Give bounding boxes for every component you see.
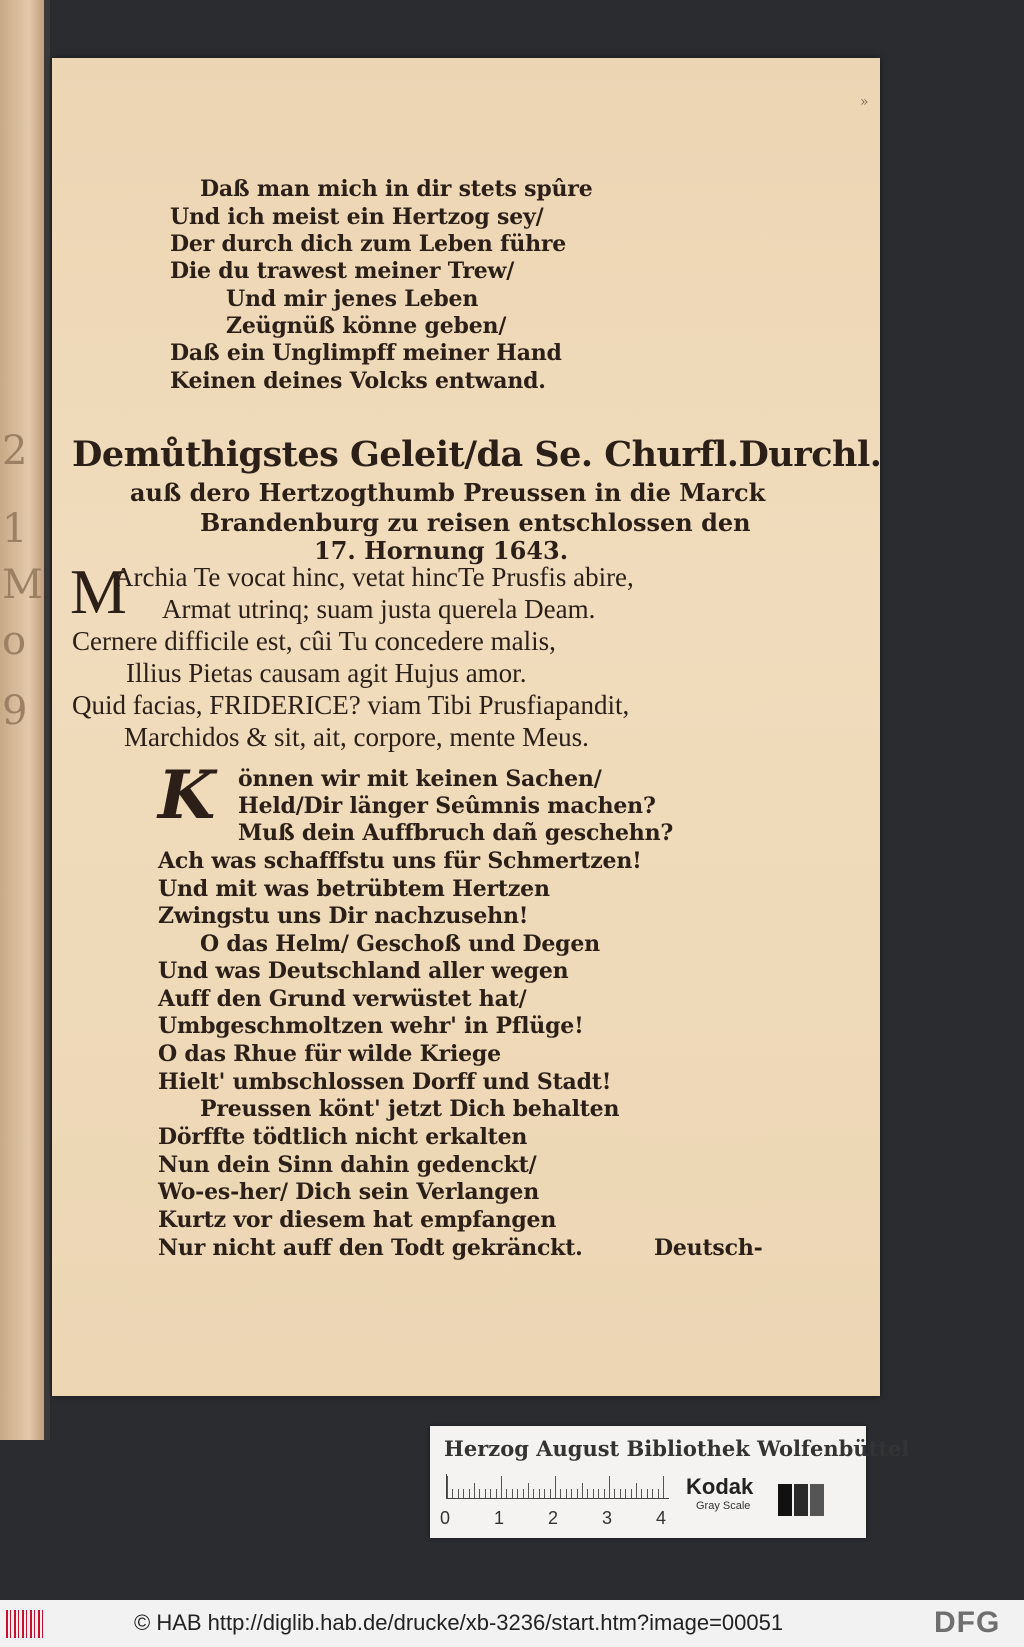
dropcap-m: M <box>70 556 127 627</box>
footer-copyright-link[interactable]: © HAB http://diglib.hab.de/drucke/xb-3236/start.htm?image=00051 <box>134 1610 784 1635</box>
latin-line: Archia Te vocat hinc, vetat hincTe Prusfis abire, <box>114 562 634 592</box>
verse-line: Keinen deines Volcks entwand. <box>170 368 546 394</box>
ruler-tick <box>658 1489 659 1498</box>
gray-patch <box>794 1484 808 1516</box>
latin-line: Armat utrinq; suam justa querela Deam. <box>162 594 596 624</box>
dfg-logo: DFG <box>934 1606 1001 1639</box>
ruler-tick <box>571 1489 572 1498</box>
footer-bar <box>0 1600 1024 1647</box>
ruler-tick <box>485 1489 486 1498</box>
left-glyph: 1 <box>2 506 28 552</box>
verse-line: Muß dein Auffbruch dañ geschehn? <box>238 820 674 846</box>
kodak-subtitle: Gray Scale <box>696 1500 751 1512</box>
ruler-tick <box>501 1476 502 1498</box>
verse-line: Kurtz vor diesem hat empfangen <box>158 1207 557 1233</box>
ruler-tick <box>641 1489 642 1498</box>
latin-line: Quid facias, FRIDERICE? viam Tibi Prusfiapandit, <box>72 690 630 720</box>
ruler-tick <box>631 1489 632 1498</box>
ruler-tick <box>614 1489 615 1498</box>
ruler-tick <box>512 1489 513 1498</box>
ruler-tick <box>469 1489 470 1498</box>
ruler-numbers <box>440 1508 690 1530</box>
ruler-tick <box>523 1489 524 1498</box>
latin-line: Cernere difficile est, cûi Tu concedere malis, <box>72 626 556 656</box>
card-title: Herzog August Bibliothek Wolfenbüttel <box>444 1436 910 1461</box>
heading-line-1: Demůthigstes Geleit/da Se. Churfl.Durchl. <box>72 434 882 475</box>
ruler-tick <box>544 1489 545 1498</box>
ruler-tick <box>587 1489 588 1498</box>
heading-line-3: Brandenburg zu reisen entschlossen den <box>200 508 751 537</box>
ruler-number: 4 <box>656 1508 667 1528</box>
verse-line: O das Helm/ Geschoß und Degen <box>200 931 600 957</box>
ruler-tick <box>506 1489 507 1498</box>
verse-line: Und was Deutschland aller wegen <box>158 958 569 984</box>
ruler-tick <box>647 1489 648 1498</box>
dropcap-k: K <box>158 756 216 834</box>
ruler-tick <box>636 1483 637 1498</box>
left-page-fragment <box>0 0 48 1440</box>
verse-line: Die du trawest meiner Trew/ <box>170 258 515 284</box>
verse-line: Daß ein Unglimpff meiner Hand <box>170 340 562 366</box>
verse-line: Wo-es-her/ Dich sein Verlangen <box>158 1179 540 1205</box>
verse-line: Umbgeschmoltzen wehr' in Pflüge! <box>158 1013 584 1039</box>
verse-line: Und mit was betrübtem Hertzen <box>158 876 550 902</box>
hab-logo-icon <box>6 1610 46 1638</box>
heading-date: 17. Hornung 1643. <box>314 536 569 565</box>
ruler-tick <box>533 1489 534 1498</box>
verse-line: Der durch dich zum Leben führe <box>170 231 567 257</box>
ruler-tick <box>539 1489 540 1498</box>
verse-line: Daß man mich in dir stets spûre <box>200 176 593 202</box>
ruler-tick <box>458 1489 459 1498</box>
kodak-logo: Kodak <box>686 1474 754 1499</box>
ruler-tick <box>560 1489 561 1498</box>
ruler-tick <box>609 1476 610 1498</box>
ruler-scale <box>446 1474 669 1499</box>
ruler-tick <box>598 1489 599 1498</box>
verse-line: Held/Dir länger Seûmnis machen? <box>238 793 656 819</box>
ruler-tick <box>550 1489 551 1498</box>
verse-line: O das Rhue für wilde Kriege <box>158 1041 501 1067</box>
ruler-tick <box>555 1476 556 1498</box>
ruler-tick <box>593 1489 594 1498</box>
corner-mark: » <box>860 94 869 110</box>
ruler-tick <box>625 1489 626 1498</box>
catchword: Deutsch- <box>654 1235 763 1261</box>
verse-line: Zwingstu uns Dir nachzusehn! <box>158 903 529 929</box>
left-glyph: 9 <box>2 688 28 734</box>
verse-line: önnen wir mit keinen Sachen/ <box>238 766 602 792</box>
ruler-tick <box>452 1489 453 1498</box>
verse-line: Zeügnüß könne geben/ <box>226 313 507 339</box>
verse-line: Preussen könt' jetzt Dich behalten <box>200 1096 620 1122</box>
ruler-tick <box>528 1483 529 1498</box>
ruler-tick <box>517 1489 518 1498</box>
latin-line: Illius Pietas causam agit Hujus amor. <box>126 658 527 688</box>
left-glyph: o <box>2 618 27 664</box>
ruler-tick <box>474 1483 475 1498</box>
gray-patch <box>778 1484 792 1516</box>
ruler-tick <box>463 1489 464 1498</box>
verse-line: Ach was schafffstu uns für Schmertzen! <box>158 848 642 874</box>
left-glyph: 2 <box>2 428 28 474</box>
verse-line: Und ich meist ein Hertzog sey/ <box>170 204 544 230</box>
ruler-number: 0 <box>440 1508 451 1528</box>
ruler-tick <box>490 1489 491 1498</box>
ruler-tick <box>663 1476 664 1498</box>
verse-line: Auff den Grund verwüstet hat/ <box>158 986 527 1012</box>
verse-line: Nun dein Sinn dahin gedenckt/ <box>158 1152 537 1178</box>
ruler-tick <box>604 1489 605 1498</box>
ruler-tick <box>582 1483 583 1498</box>
verse-line: Und mir jenes Leben <box>226 286 479 312</box>
color-reference-card <box>430 1426 910 1538</box>
ruler-number: 2 <box>548 1508 559 1528</box>
latin-line: Marchidos & sit, ait, corpore, mente Meus. <box>124 722 589 752</box>
left-glyph: M <box>2 562 43 608</box>
ruler-tick <box>577 1489 578 1498</box>
gray-patch <box>810 1484 824 1516</box>
ruler-tick <box>447 1476 448 1498</box>
ruler-tick <box>496 1489 497 1498</box>
verse-line: Hielt' umbschlossen Dorff und Stadt! <box>158 1069 612 1095</box>
ruler-tick <box>620 1489 621 1498</box>
ruler-tick <box>566 1489 567 1498</box>
ruler-number: 1 <box>494 1508 505 1528</box>
verse-line: Dörffte tödtlich nicht erkalten <box>158 1124 528 1150</box>
ruler-tick <box>479 1489 480 1498</box>
heading-line-2: auß dero Hertzogthumb Preussen in die Marck <box>130 478 766 507</box>
book-gutter <box>44 0 50 1440</box>
ruler-number: 3 <box>602 1508 613 1528</box>
verse-line: Nur nicht auff den Todt gekränckt. <box>158 1235 583 1261</box>
ruler-tick <box>652 1489 653 1498</box>
